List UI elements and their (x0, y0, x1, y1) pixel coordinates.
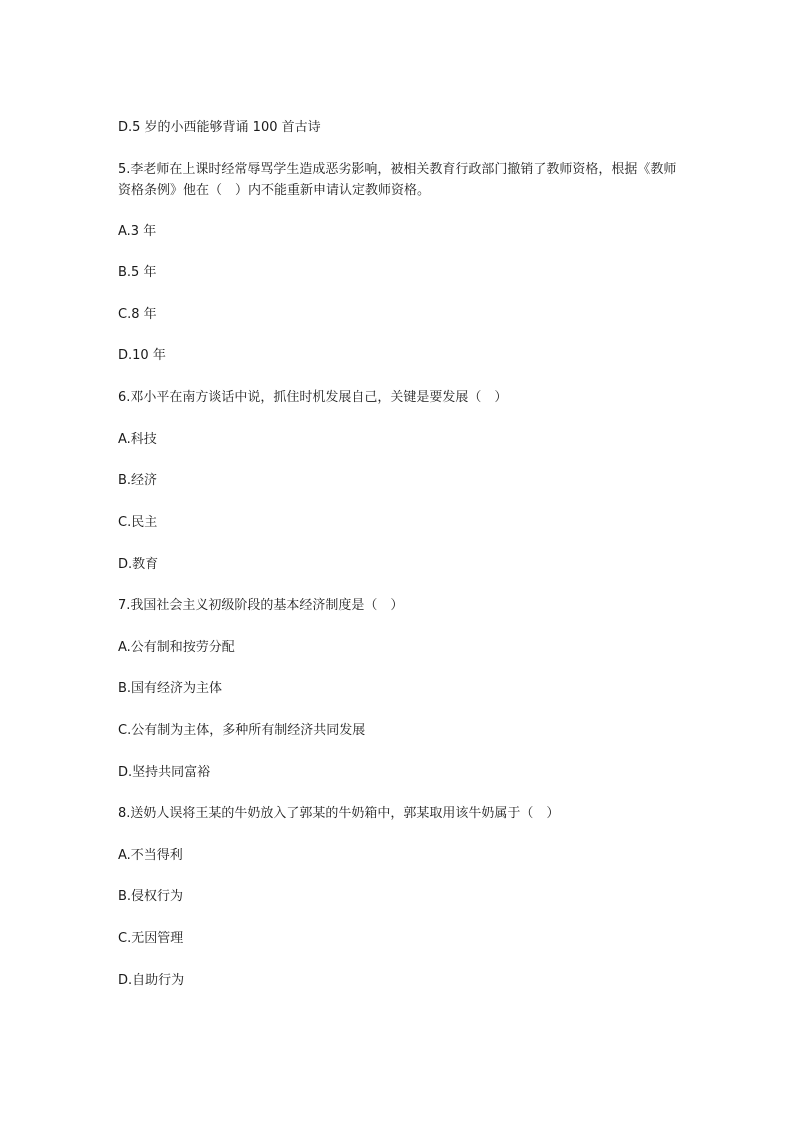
option-d-q4: D.5 岁的小西能够背诵 100 首古诗 (118, 120, 321, 135)
option-b-q8: B.侵权行为 (118, 889, 184, 904)
option-a-q5: A.3 年 (118, 224, 157, 239)
question-5: 5.李老师在上课时经常辱骂学生造成恶劣影响，被相关教育行政部门撤销了教师资格，根据《教师资格条例》他在（ ）内不能重新申请认定教师资格。 (118, 162, 677, 198)
option-a-q6: A.科技 (118, 432, 157, 447)
question-8: 8.送奶人误将王某的牛奶放入了郭某的牛奶箱中，郭某取用该牛奶属于（ ） (118, 806, 560, 821)
option-c-q6: C.民主 (118, 515, 158, 530)
option-b-q6: B.经济 (118, 473, 158, 488)
option-d-q7: D.坚持共同富裕 (118, 765, 211, 780)
question-6: 6.邓小平在南方谈话中说，抓住时机发展自己，关键是要发展（ ） (118, 390, 508, 405)
option-a-q7: A.公有制和按劳分配 (118, 640, 235, 655)
option-d-q8: D.自助行为 (118, 973, 185, 988)
option-a-q8: A.不当得利 (118, 848, 183, 863)
option-c-q5: C.8 年 (118, 307, 157, 322)
option-d-q5: D.10 年 (118, 348, 166, 363)
option-b-q7: B.国有经济为主体 (118, 681, 223, 696)
option-c-q8: C.无因管理 (118, 931, 184, 946)
option-d-q6: D.教育 (118, 557, 159, 572)
question-7: 7.我国社会主义初级阶段的基本经济制度是（ ） (118, 598, 404, 613)
option-c-q7: C.公有制为主体，多种所有制经济共同发展 (118, 723, 366, 738)
option-b-q5: B.5 年 (118, 265, 157, 280)
